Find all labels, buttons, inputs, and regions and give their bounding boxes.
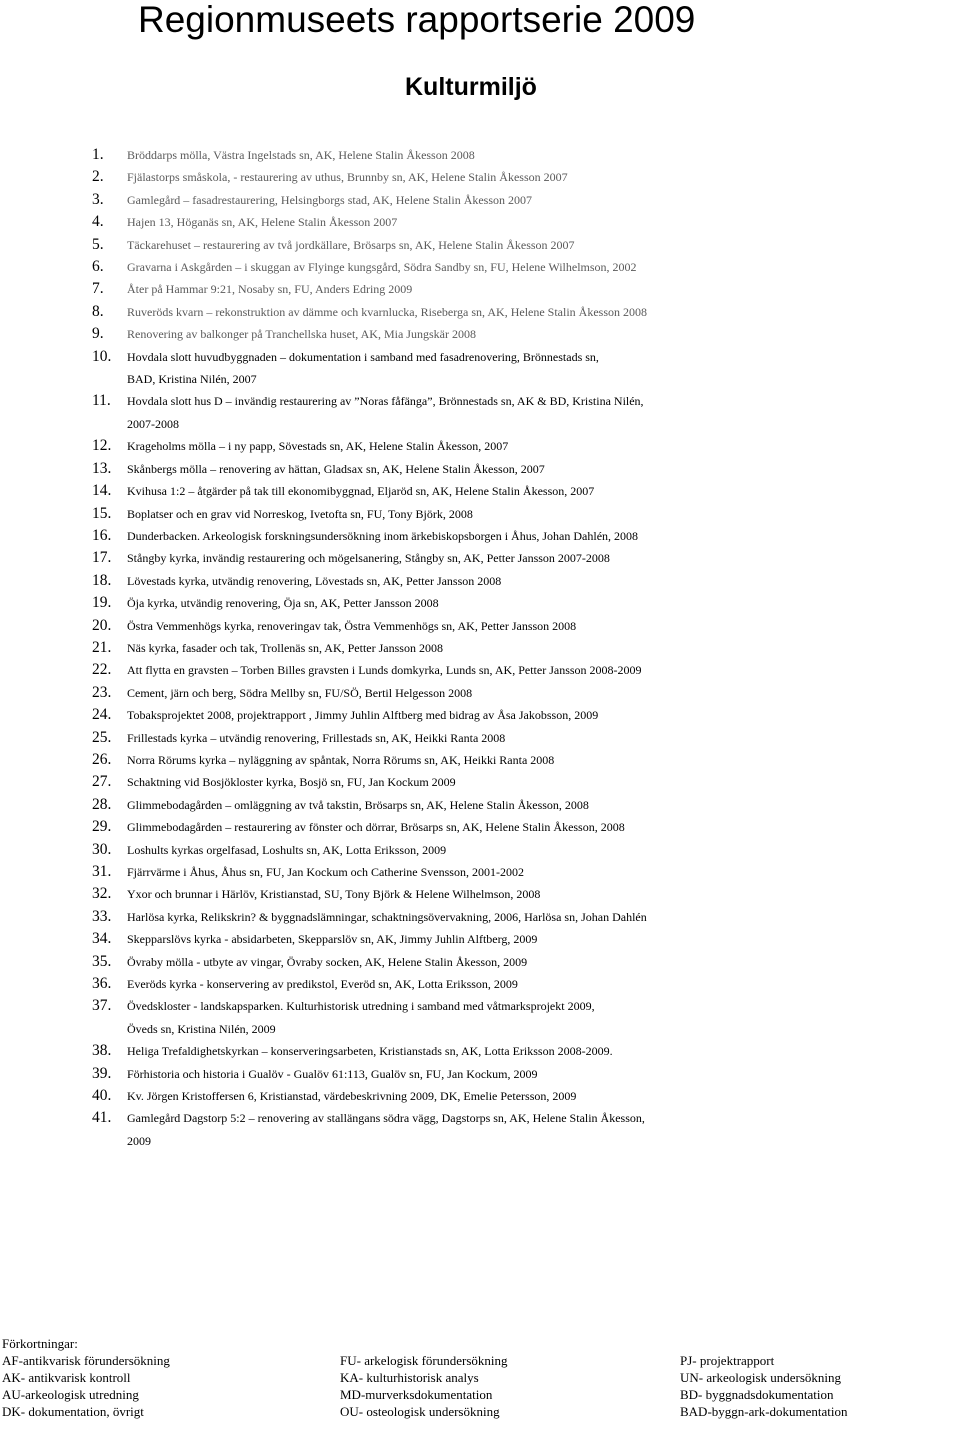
list-item: [92, 278, 960, 300]
list-item: [92, 525, 960, 547]
list-item-line: Boplatser och en grav vid Norreskog, Ivetofta sn, FU, Tony Björk, 2008: [127, 506, 473, 521]
list-item-line: Krageholms mölla – i ny papp, Sövestads sn, AK, Helene Stalin Åkesson, 2007: [127, 439, 509, 454]
list-item-text: [127, 749, 960, 771]
list-item-number: 5.: [92, 235, 104, 253]
list-item-text: [127, 189, 960, 211]
list-item-line: Stångby kyrka, invändig restaurering och mögelsanering, Stångby sn, AK, Petter Jansson 2007-2008: [127, 551, 610, 566]
list-item-number: 9.: [92, 325, 104, 343]
list-item-line: Fjälastorps småskola, - restaurering av uthus, Brunnby sn, AK, Helene Stalin Åkesson 2007: [127, 170, 568, 185]
list-item: [92, 928, 960, 950]
list-item: [92, 1040, 960, 1062]
list-item-line: Hajen 13, Höganäs sn, AK, Helene Stalin Åkesson 2007: [127, 215, 398, 230]
abbreviation-entry: AK- antikvarisk kontroll: [2, 1370, 131, 1385]
list-item-line: Bröddarps mölla, Västra Ingelstads sn, AK, Helene Stalin Åkesson 2008: [127, 148, 475, 162]
list-item-text: [127, 682, 960, 704]
list-item-text: [127, 570, 960, 592]
abbreviation-entry: FU- arkelogisk förundersökning: [340, 1353, 508, 1368]
abbreviation-entry: AF-antikvarisk förundersökning: [2, 1353, 170, 1368]
list-item-number: 40.: [92, 1087, 112, 1105]
list-item-number: 35.: [92, 952, 112, 970]
list-item: [92, 883, 960, 905]
list-item: [92, 592, 960, 614]
list-item-text: [127, 704, 960, 726]
list-item: [92, 951, 960, 973]
list-item-number: 8.: [92, 302, 104, 320]
list-item-text: [127, 346, 960, 391]
list-item: [92, 637, 960, 659]
list-item-line: Övraby mölla - utbyte av vingar, Övraby socken, AK, Helene Stalin Åkesson, 2009: [127, 954, 528, 969]
list-item-number: 4.: [92, 213, 104, 231]
list-item-line: Täckarehuset – restaurering av två jordkällare, Brösarps sn, AK, Helene Stalin Åkesson 2007: [127, 237, 575, 252]
list-item-number: 20.: [92, 616, 112, 634]
list-item-text: [127, 816, 960, 838]
abbreviation-entry: KA- kulturhistorisk analys: [340, 1370, 479, 1385]
abbreviation-entry: PJ- projektrapport: [680, 1353, 775, 1368]
list-item-text: [127, 928, 960, 950]
list-item: [92, 503, 960, 525]
abbreviation-entry: OU- osteologisk undersökning: [340, 1404, 500, 1419]
list-item: [92, 234, 960, 256]
list-item-text: [127, 637, 960, 659]
list-item-text: [127, 547, 960, 569]
list-item-line: Renovering av balkonger på Tranchellska huset, AK, Mia Jungskär 2008: [127, 327, 476, 342]
list-item-line: Everöds kyrka - konservering av predikstol, Everöd sn, AK, Lotta Eriksson, 2009: [127, 977, 518, 992]
abbreviation-entry: UN- arkeologisk undersökning: [680, 1370, 842, 1385]
list-item-text: [127, 906, 960, 928]
list-item-number: 16.: [92, 526, 112, 544]
list-item-number: 2.: [92, 168, 104, 186]
list-item-text: [127, 480, 960, 502]
list-item-text: [127, 166, 960, 188]
list-item: [92, 435, 960, 457]
list-item-text: [127, 503, 960, 525]
list-item-text: [127, 839, 960, 861]
list-item-text: [127, 390, 960, 435]
list-item-line: Harlösa kyrka, Relikskrin? & byggnadslämningar, schaktningsövervakning, 2006, Harlösa sn, Johan Dahlén: [127, 909, 647, 924]
list-item-line: Tobaksprojektet 2008, projektrapport , Jimmy Juhlin Alftberg med bidrag av Åsa Jakobsson, 2009: [127, 708, 599, 723]
abbreviations-section: [2, 1335, 960, 1420]
list-item-line: Gamlegård Dagstorp 5:2 – renovering av stallängans södra vägg, Dagstorps sn, AK, Helene Stalin Åkesson,: [127, 1111, 645, 1126]
list-item: [92, 973, 960, 995]
list-item: [92, 144, 960, 166]
list-item: [92, 749, 960, 771]
list-item-number: 24.: [92, 706, 112, 724]
list-item: [92, 570, 960, 592]
list-item-line: Glimmebodagården – restaurering av fönster och dörrar, Brösarps sn, AK, Helene Stalin Åkesson, 2008: [127, 820, 625, 835]
list-item-text: [127, 973, 960, 995]
abbreviation-entry: BD- byggnadsdokumentation: [680, 1387, 834, 1402]
abbreviations-heading: Förkortningar:: [2, 1336, 78, 1351]
list-item-number: 37.: [92, 997, 112, 1015]
list-item-line: Att flytta en gravsten – Torben Billes gravsten i Lunds domkyrka, Lunds sn, AK, Petter Jansson 2008-2009: [127, 663, 642, 678]
list-item-line: Kvihusa 1:2 – åtgärder på tak till ekonomibyggnad, Eljaröd sn, AK, Helene Stalin Åkesson, 2007: [127, 484, 595, 499]
list-item-line: Skepparslövs kyrka - absidarbeten, Skepparslöv sn, AK, Jimmy Juhlin Alftberg, 2009: [127, 932, 538, 947]
list-item-text: [127, 1040, 960, 1062]
list-item-number: 18.: [92, 571, 112, 589]
list-item: [92, 615, 960, 637]
list-item-number: 17.: [92, 549, 112, 567]
list-item-number: 3.: [92, 190, 104, 208]
list-item-text: [127, 615, 960, 637]
list-item-text: [127, 211, 960, 233]
list-item-text: [127, 256, 960, 278]
list-item-line: Näs kyrka, fasader och tak, Trollenäs sn, AK, Petter Jansson 2008: [127, 640, 443, 655]
list-item: [92, 547, 960, 569]
list-item-number: 28.: [92, 795, 112, 813]
list-item: [92, 794, 960, 816]
list-item: [92, 301, 960, 323]
list-item-line: Hovdala slott huvudbyggnaden – dokumentation i samband med fasadrenovering, Brönnestads sn,: [127, 349, 599, 364]
list-item-number: 23.: [92, 683, 112, 701]
section-subtitle: Kulturmiljö: [405, 73, 537, 101]
list-item-line: Öja kyrka, utvändig renovering, Öja sn, AK, Petter Jansson 2008: [127, 596, 439, 611]
list-item-line: Östra Vemmenhögs kyrka, renoveringav tak, Östra Vemmenhögs sn, AK, Petter Jansson 2008: [127, 618, 577, 633]
list-item-text: [127, 659, 960, 681]
page-title: Regionmuseets rapportserie 2009: [138, 0, 696, 40]
list-item-text: [127, 278, 960, 300]
list-item-number: 34.: [92, 930, 112, 948]
abbreviation-entry: MD-murverksdokumentation: [340, 1387, 493, 1402]
list-item-number: 29.: [92, 818, 112, 836]
list-item-text: [127, 592, 960, 614]
list-item-number: 39.: [92, 1064, 112, 1082]
list-item: [92, 906, 960, 928]
list-item-number: 25.: [92, 728, 112, 746]
list-item-line: Frillestads kyrka – utvändig renovering, Frillestads sn, AK, Heikki Ranta 2008: [127, 730, 506, 745]
list-item-line: Cement, järn och berg, Södra Mellby sn, FU/SÖ, Bertil Helgesson 2008: [127, 685, 473, 700]
list-item-number: 10.: [92, 347, 112, 365]
list-item-line: BAD, Kristina Nilén, 2007: [127, 372, 257, 387]
list-item-line: Loshults kyrkas orgelfasad, Loshults sn, AK, Lotta Eriksson, 2009: [127, 842, 447, 857]
list-item: [92, 480, 960, 502]
list-item-line: Lövestads kyrka, utvändig renovering, Lövestads sn, AK, Petter Jansson 2008: [127, 573, 502, 588]
list-item-line: Övedskloster - landskapsparken. Kulturhistorisk utredning i samband med våtmarksprojekt 2009,: [127, 999, 595, 1014]
list-item-text: [127, 1107, 960, 1152]
list-item-number: 15.: [92, 504, 112, 522]
list-item-text: [127, 301, 960, 323]
list-item-number: 33.: [92, 907, 112, 925]
list-item-number: 6.: [92, 258, 104, 276]
list-item-line: Heliga Trefaldighetskyrkan – konserveringsarbeten, Kristianstads sn, AK, Lotta Eriksson 2008-2009.: [127, 1044, 613, 1059]
list-item-number: 11.: [92, 392, 111, 410]
list-item-line: Dunderbacken. Arkeologisk forskningsundersökning inom ärkebiskopsborgen i Åhus, Johan Dahlén, 2008: [127, 528, 639, 543]
list-item: [92, 390, 960, 435]
list-item: [92, 771, 960, 793]
list-item-line: 2009: [127, 1133, 151, 1148]
list-item: [92, 839, 960, 861]
list-item-line: Glimmebodagården – omläggning av två takstin, Brösarps sn, AK, Helene Stalin Åkesson, 2008: [127, 797, 589, 812]
list-item-text: [127, 727, 960, 749]
report-list: [92, 144, 960, 1152]
list-item: [92, 861, 960, 883]
list-item-number: 38.: [92, 1042, 112, 1060]
list-item-number: 36.: [92, 975, 112, 993]
list-item-text: [127, 435, 960, 457]
list-item: [92, 1085, 960, 1107]
list-item-number: 32.: [92, 885, 112, 903]
list-item-line: Fjärrvärme i Åhus, Åhus sn, FU, Jan Kockum och Catherine Svensson, 2001-2002: [127, 865, 524, 879]
list-item-line: Gravarna i Askgården – i skuggan av Flyinge kungsgård, Södra Sandby sn, FU, Helene Wilhelmson, 2002: [127, 260, 637, 275]
list-item-text: [127, 1085, 960, 1107]
list-item-text: [127, 234, 960, 256]
list-item-number: 31.: [92, 863, 112, 880]
list-item-number: 27.: [92, 773, 112, 791]
list-item: [92, 816, 960, 838]
list-item-number: 19.: [92, 594, 112, 612]
list-item: [92, 323, 960, 345]
list-item: [92, 727, 960, 749]
list-item-line: Kv. Jörgen Kristoffersen 6, Kristianstad, värdebeskrivning 2009, DK, Emelie Petersson, 2009: [127, 1089, 577, 1104]
list-item-text: [127, 323, 960, 345]
abbreviation-entry: AU-arkeologisk utredning: [2, 1387, 139, 1402]
list-item-number: 1.: [92, 146, 104, 163]
list-item: [92, 659, 960, 681]
list-item-line: Norra Rörums kyrka – nyläggning av spåntak, Norra Rörums sn, AK, Heikki Ranta 2008: [127, 752, 555, 767]
list-item: [92, 346, 960, 391]
list-item-text: [127, 794, 960, 816]
list-item: [92, 682, 960, 704]
list-item-text: [127, 144, 960, 166]
list-item-text: [127, 458, 960, 480]
list-item-line: Åter på Hammar 9:21, Nosaby sn, FU, Anders Edring 2009: [127, 282, 413, 297]
list-item: [92, 704, 960, 726]
list-item-line: 2007-2008: [127, 416, 179, 431]
list-item-line: Hovdala slott hus D – invändig restaurering av ”Noras fåfänga”, Brönnestads sn, AK & BD, Kristina Nilén,: [127, 394, 644, 409]
abbreviations-grid: [2, 1352, 960, 1420]
list-item-line: Gamlegård – fasadrestaurering, Helsingborgs stad, AK, Helene Stalin Åkesson 2007: [127, 192, 533, 207]
list-item-line: Ruveröds kvarn – rekonstruktion av dämme och kvarnlucka, Riseberga sn, AK, Helene Stalin Åkesson 2008: [127, 304, 648, 319]
list-item: [92, 1063, 960, 1085]
list-item-text: [127, 951, 960, 973]
list-item: [92, 256, 960, 278]
abbreviation-entry: BAD-byggn-ark-dokumentation: [680, 1404, 848, 1419]
list-item-number: 26.: [92, 750, 112, 768]
list-item-line: Öveds sn, Kristina Nilén, 2009: [127, 1021, 276, 1036]
list-item-number: 21.: [92, 638, 112, 656]
list-item: [92, 189, 960, 211]
list-item-line: Förhistoria och historia i Gualöv - Gualöv 61:113, Gualöv sn, FU, Jan Kockum, 2009: [127, 1066, 538, 1081]
list-item-line: Yxor och brunnar i Härlöv, Kristianstad, SU, Tony Björk & Helene Wilhelmson, 2008: [127, 887, 541, 902]
list-item-number: 22.: [92, 661, 112, 679]
list-item-text: [127, 525, 960, 547]
list-item-line: Schaktning vid Bosjökloster kyrka, Bosjö sn, FU, Jan Kockum 2009: [127, 775, 456, 790]
list-item: [92, 1107, 960, 1152]
list-item: [92, 211, 960, 233]
list-item: [92, 166, 960, 188]
list-item: [92, 995, 960, 1040]
list-item: [92, 458, 960, 480]
list-item-line: Skånbergs mölla – renovering av hättan, Gladsax sn, AK, Helene Stalin Åkesson, 2007: [127, 461, 545, 476]
list-item-number: 30.: [92, 840, 112, 858]
list-item-text: [127, 1063, 960, 1085]
list-item-text: [127, 995, 960, 1040]
list-item-number: 7.: [92, 280, 104, 298]
list-item-text: [127, 861, 960, 883]
list-item-text: [127, 883, 960, 905]
list-item-number: 13.: [92, 459, 112, 477]
list-item-number: 41.: [92, 1109, 112, 1127]
list-item-number: 14.: [92, 482, 112, 500]
list-item-number: 12.: [92, 437, 112, 455]
list-item-text: [127, 771, 960, 793]
abbreviation-entry: DK- dokumentation, övrigt: [2, 1404, 144, 1419]
